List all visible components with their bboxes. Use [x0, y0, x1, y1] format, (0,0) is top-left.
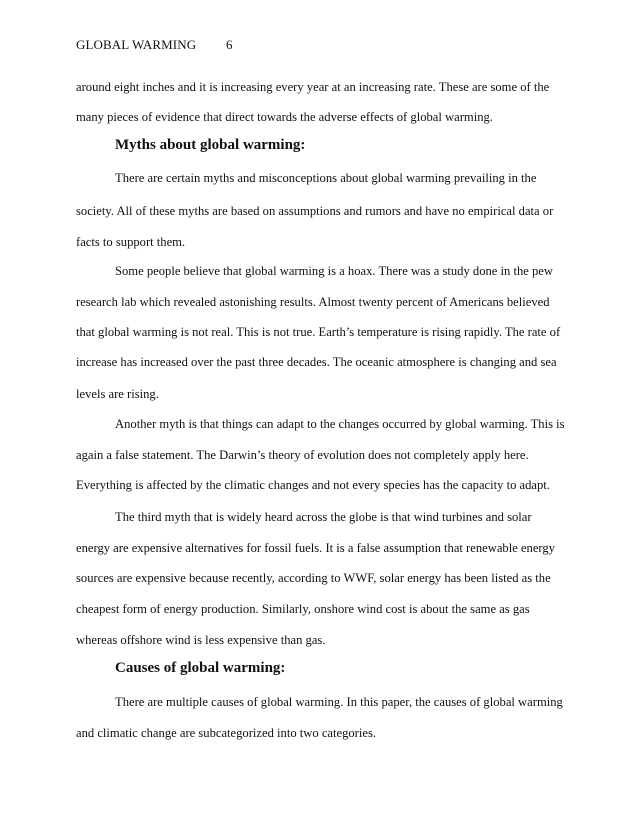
page-number: 6	[226, 37, 233, 52]
paragraph-line: There are certain myths and misconceptions about global warming prevailing in the	[115, 171, 537, 185]
paragraph-line: There are multiple causes of global warming. In this paper, the causes of global warming	[115, 695, 563, 709]
paragraph-line: The third myth that is widely heard across the globe is that wind turbines and solar	[115, 510, 532, 524]
paragraph-line: that global warming is not real. This is not true. Earth’s temperature is rising rapidly. The rate of	[76, 325, 561, 339]
paragraph-line: research lab which revealed astonishing results. Almost twenty percent of Americans believed	[76, 295, 550, 309]
paragraph-line: around eight inches and it is increasing every year at an increasing rate. These are some of the	[76, 80, 550, 94]
paragraph-line: facts to support them.	[76, 235, 186, 249]
paragraph-line: increase has increased over the past three decades. The oceanic atmosphere is changing and sea	[76, 355, 557, 369]
paragraph-line: again a false statement. The Darwin’s theory of evolution does not completely apply here.	[76, 448, 529, 462]
paragraph-line: many pieces of evidence that direct towards the adverse effects of global warming.	[76, 110, 493, 124]
section-heading-causes: Causes of global warming:	[115, 660, 286, 676]
paragraph-line: energy are expensive alternatives for fossil fuels. It is a false assumption that renewable energy	[76, 541, 555, 555]
paragraph-line: Some people believe that global warming is a hoax. There was a study done in the pew	[115, 264, 553, 278]
paragraph-line: Another myth is that things can adapt to the changes occurred by global warming. This is	[115, 417, 565, 431]
paragraph-line: cheapest form of energy production. Similarly, onshore wind cost is about the same as gas	[76, 602, 530, 616]
section-heading-myths: Myths about global warming:	[115, 137, 306, 153]
running-head	[76, 37, 233, 53]
paragraph-line: society. All of these myths are based on assumptions and rumors and have no empirical data or	[76, 204, 554, 218]
paragraph-line: sources are expensive because recently, according to WWF, solar energy has been listed as the	[76, 571, 551, 585]
paragraph-line: whereas offshore wind is less expensive than gas.	[76, 633, 326, 647]
paragraph-line: levels are rising.	[76, 387, 159, 401]
running-title: GLOBAL WARMING	[76, 37, 197, 52]
paragraph-line: Everything is affected by the climatic changes and not every species has the capacity to adapt.	[76, 478, 550, 492]
paragraph-line: and climatic change are subcategorized into two categories.	[76, 726, 377, 740]
